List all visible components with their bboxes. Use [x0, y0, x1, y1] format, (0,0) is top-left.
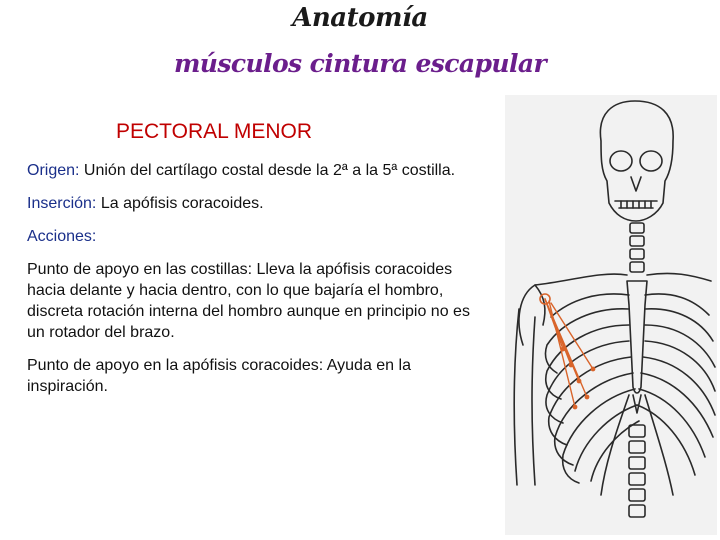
insertion-label: Inserción: — [27, 195, 97, 212]
actions-paragraph — [27, 226, 482, 247]
action-1-paragraph: Punto de apoyo en las costillas: Lleva la apófisis coracoides hacia delante y hacia dentro, con lo que bajaría el hombro, discreta rotación interna del hombro aunque en principio no es un rotador del brazo. — [27, 261, 470, 341]
action-2-paragraph: Punto de apoyo en la apófisis coracoides: Ayuda en la inspiración. — [27, 357, 411, 395]
content-body — [27, 160, 482, 409]
actions-label: Acciones: — [27, 228, 97, 245]
insertion-paragraph — [27, 193, 482, 214]
origin-paragraph — [27, 160, 482, 181]
insertion-text: La apófisis coracoides. — [96, 195, 264, 212]
slide-subtitle: músculos cintura escapular — [173, 49, 547, 78]
origin-text: Unión del cartílago costal desde la 2ª a la 5ª costilla. — [79, 162, 456, 179]
origin-label: Origen: — [27, 162, 80, 179]
skeleton-thorax-illustration-icon — [505, 95, 717, 535]
section-heading: PECTORAL MENOR — [116, 120, 313, 143]
slide-title: Anatomía — [292, 3, 428, 33]
